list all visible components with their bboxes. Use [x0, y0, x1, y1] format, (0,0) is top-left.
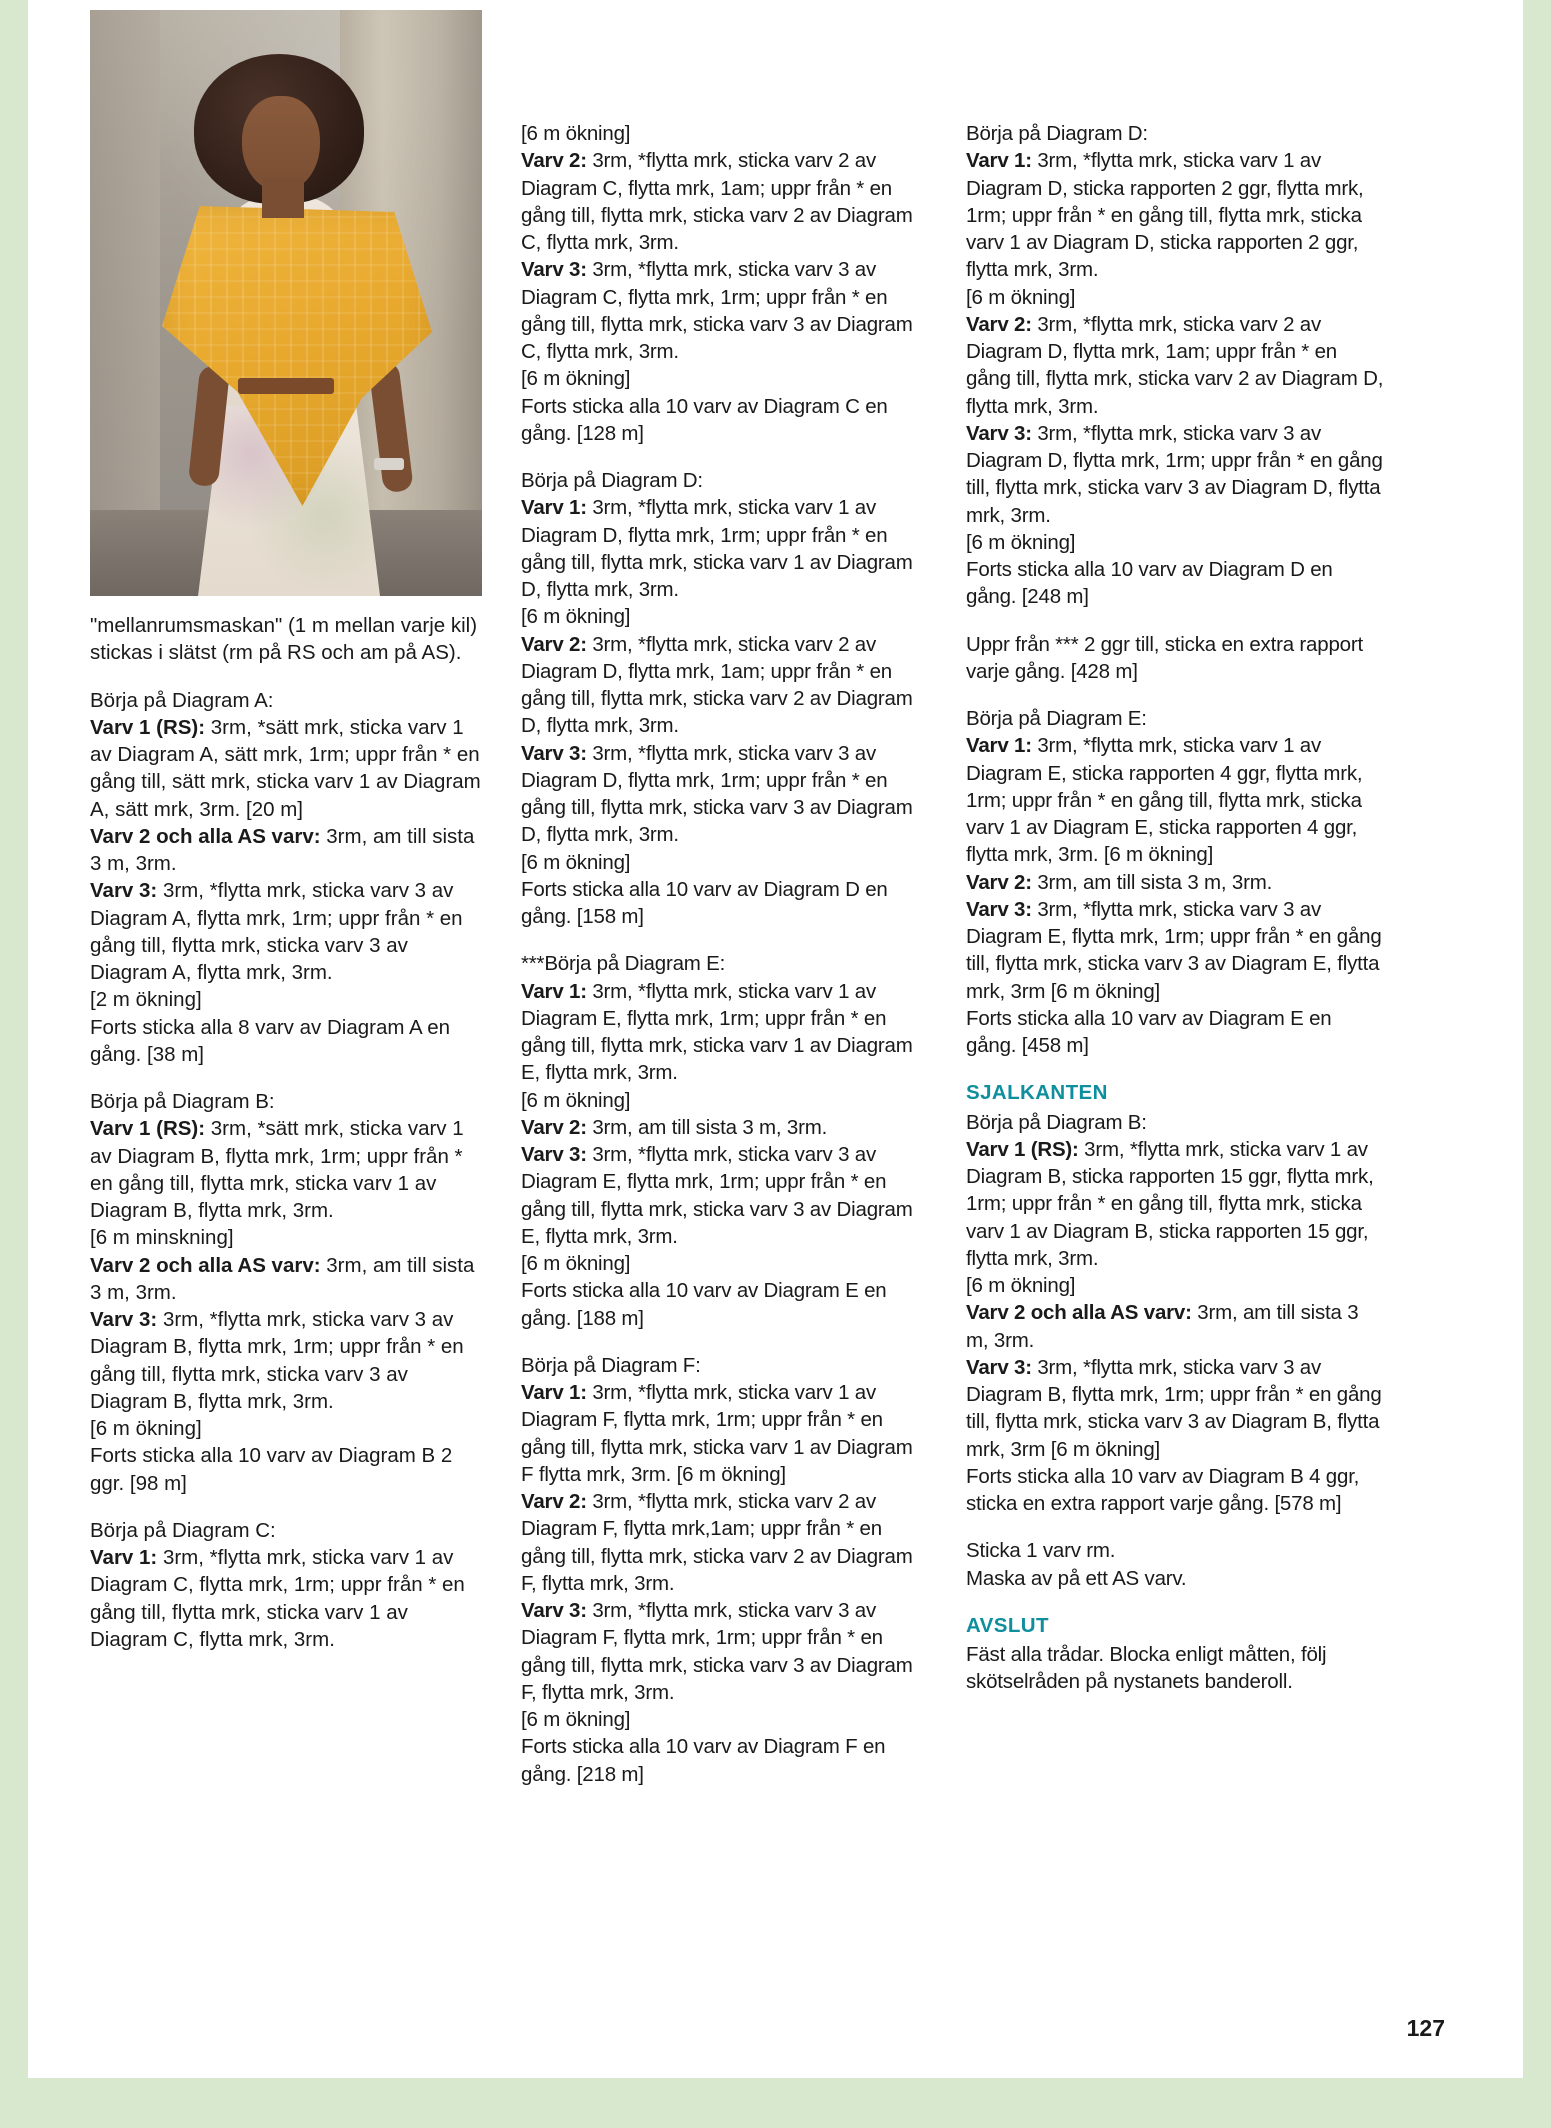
row-text: 3rm, *flytta mrk, sticka varv 2 av Diagram D, flytta mrk, 1am; uppr från * en gång till, flytta mrk, sticka varv 2 av Diagram D, flytta mrk, 3rm.: [521, 632, 913, 738]
row-text: 3rm, *flytta mrk, sticka varv 3 av Diagram C, flytta mrk, 1rm; uppr från * en gång till, flytta mrk, sticka varv 3 av Diagram C, flytta mrk, 3rm.: [521, 258, 913, 363]
row-text: 3rm, *flytta mrk, sticka varv 3 av Diagram B, flytta mrk, 1rm; uppr från * en gång till, flytta mrk, sticka varv 3 av Diagram B, flytta mrk, 3rm.: [90, 1308, 464, 1413]
instruction-line: [521, 876, 921, 931]
row-text: [6 m minskning]: [90, 1226, 234, 1250]
row-text: 3rm, am till sista 3 m, 3rm.: [966, 1301, 1359, 1352]
instruction-block: [521, 950, 921, 1332]
row-text: [6 m ökning]: [521, 850, 631, 874]
block-heading: Börja på Diagram C:: [90, 1518, 276, 1542]
block-heading: Börja på Diagram F:: [521, 1353, 701, 1377]
instruction-block: [966, 705, 1386, 1059]
row-text: 3rm, am till sista 3 m, 3rm.: [1031, 870, 1273, 894]
row-text: Sticka 1 varv rm.: [966, 1539, 1116, 1563]
row-text: 3rm, *flytta mrk, sticka varv 1 av Diagram D, sticka rapporten 2 ggr, flytta mrk, 1rm; uppr från * en gång till, flytta mrk, sticka varv 1 av Diagram D, sticka rapporten 2 ggr, flytta mrk, 3rm.: [966, 149, 1364, 282]
row-text: Forts sticka alla 10 varv av Diagram E en gång. [188 m]: [521, 1279, 887, 1330]
row-label: Varv 3:: [90, 1308, 158, 1331]
instruction-line: [966, 896, 1386, 1005]
row-text: 3rm, *flytta mrk, sticka varv 3 av Diagram D, flytta mrk, 1rm; uppr från * en gång till, flytta mrk, sticka varv 3 av Diagram D, flytta mrk, 3rm.: [966, 421, 1383, 527]
instruction-line: [521, 1379, 921, 1488]
instruction-line: [966, 1299, 1386, 1354]
instruction-line: [521, 740, 921, 849]
instruction-block: [90, 687, 485, 1069]
row-text: 3rm, *flytta mrk, sticka varv 3 av Diagram B, flytta mrk, 1rm; uppr från * en gång till, flytta mrk, sticka varv 3 av Diagram B, flytta mrk, 3rm [6 m ökning]: [966, 1355, 1382, 1461]
row-text: [6 m ökning]: [521, 122, 631, 145]
row-label: Varv 2:: [521, 1490, 587, 1513]
photo-neck: [262, 178, 304, 218]
row-text: 3rm, *flytta mrk, sticka varv 1 av Diagram E, flytta mrk, 1rm; uppr från * en gång till, flytta mrk, sticka varv 1 av Diagram E, flytta mrk, 3rm.: [521, 979, 913, 1085]
instruction-line: [966, 529, 1386, 556]
instruction-line: [521, 631, 921, 740]
row-text: 3rm, *flytta mrk, sticka varv 3 av Diagram F, flytta mrk, 1rm; uppr från * en gång till, flytta mrk, sticka varv 3 av Diagram F, flytta mrk, 3rm.: [521, 1599, 913, 1704]
row-text: 3rm, *flytta mrk, sticka varv 1 av Diagram E, sticka rapporten 4 ggr, flytta mrk, 1rm; uppr från * en gång till, flytta mrk, sticka varv 1 av Diagram E, sticka rapporten 4 ggr, flytta mrk, 3rm. [6 m ökning]: [966, 734, 1363, 867]
instruction-line: [966, 556, 1386, 611]
instruction-line: [521, 1087, 921, 1114]
instruction-line: [966, 1537, 1386, 1564]
row-label: Varv 1:: [90, 1546, 158, 1569]
block-heading: Börja på Diagram D:: [966, 122, 1148, 145]
right-column-instructions: [966, 120, 1386, 1696]
instruction-line: [90, 1115, 485, 1224]
instruction-line: [521, 849, 921, 876]
instruction-line: [521, 1597, 921, 1706]
instruction-block: [521, 120, 921, 447]
row-text: [6 m ökning]: [521, 1088, 631, 1112]
row-text: [6 m ökning]: [521, 1252, 631, 1275]
instruction-line: [521, 978, 921, 1087]
instruction-line: [521, 603, 921, 630]
row-text: 3rm, *sätt mrk, sticka varv 1 av Diagram B, flytta mrk, 1rm; uppr från * en gång till, flytta mrk, sticka varv 1 av Diagram B, flytta mrk, 3rm.: [90, 1117, 464, 1222]
instruction-block: [966, 120, 1386, 611]
row-text: 3rm, *flytta mrk, sticka varv 3 av Diagram E, flytta mrk, 1rm; uppr från * en gång till, flytta mrk, sticka varv 3 av Diagram E, flytta mrk, 3rm.: [521, 1143, 913, 1248]
row-label: Varv 1:: [966, 149, 1032, 173]
row-label: Varv 2:: [521, 632, 587, 656]
row-text: Forts sticka alla 10 varv av Diagram E en gång. [458 m]: [966, 1006, 1332, 1057]
block-heading: SJALKANTEN: [966, 1081, 1108, 1105]
row-label: Varv 3:: [966, 1355, 1032, 1379]
row-text: [6 m ökning]: [90, 1417, 202, 1440]
row-text: [6 m ökning]: [966, 285, 1076, 309]
instruction-block: [90, 1088, 485, 1497]
row-label: Varv 2 och alla AS varv:: [90, 1253, 321, 1277]
photo-belt: [238, 378, 334, 394]
row-text: Forts sticka alla 8 varv av Diagram A en gång. [38 m]: [90, 1015, 451, 1066]
instruction-line: [966, 284, 1386, 311]
block-heading: AVSLUT: [966, 1613, 1049, 1637]
block-subheading: Börja på Diagram B:: [966, 1110, 1147, 1134]
photo-wristwatch: [374, 458, 404, 470]
right-column: [966, 120, 1386, 1716]
row-text: [6 m ökning]: [966, 530, 1076, 554]
instruction-line: [966, 1136, 1386, 1272]
middle-column: [521, 120, 921, 1808]
row-text: 3rm, am till sista 3 m, 3rm.: [586, 1115, 828, 1139]
instruction-line: [521, 256, 921, 365]
row-label: Varv 3:: [521, 258, 587, 282]
instruction-line: [521, 120, 921, 147]
row-text: 3rm, *flytta mrk, sticka varv 2 av Diagram F, flytta mrk,1am; uppr från * en gång till, flytta mrk, sticka varv 2 av Diagram F, flytta mrk, 3rm.: [521, 1490, 913, 1595]
row-text: 3rm, *flytta mrk, sticka varv 3 av Diagram E, flytta mrk, 1rm; uppr från * en gång till, flytta mrk, sticka varv 3 av Diagram E, flytta mrk, 3rm [6 m ökning]: [966, 897, 1382, 1003]
row-text: Forts sticka alla 10 varv av Diagram D en gång. [248 m]: [966, 558, 1333, 609]
instruction-line: [521, 1141, 921, 1250]
instruction-line: [90, 1442, 485, 1497]
block-heading: Börja på Diagram D:: [521, 469, 703, 492]
instruction-block: [90, 1517, 485, 1653]
instruction-line: [521, 1733, 921, 1788]
row-label: Varv 1 (RS):: [90, 1117, 206, 1141]
row-text: 3rm, am till sista 3 m, 3rm.: [90, 824, 475, 875]
instruction-line: [521, 1250, 921, 1277]
instruction-block: [966, 1537, 1386, 1592]
page-sheet: [28, 0, 1523, 2078]
row-label: Varv 2 och alla AS varv:: [966, 1301, 1192, 1325]
row-label: Varv 2:: [966, 870, 1032, 894]
block-heading: Börja på Diagram E:: [966, 707, 1147, 730]
instruction-line: [966, 1354, 1386, 1463]
instruction-line: [966, 732, 1386, 868]
row-text: Fäst alla trådar. Blocka enligt måtten, följ skötselråden på nystanets banderoll.: [966, 1643, 1327, 1694]
block-heading: Börja på Diagram A:: [90, 688, 274, 712]
row-text: [2 m ökning]: [90, 988, 202, 1012]
instruction-line: [90, 1415, 485, 1442]
instruction-line: [966, 1005, 1386, 1060]
instruction-line: [966, 420, 1386, 529]
instruction-line: [90, 1252, 485, 1307]
row-text: 3rm, *flytta mrk, sticka varv 1 av Diagram B, sticka rapporten 15 ggr, flytta mrk, 1rm; uppr från * en gång till, flytta mrk, sticka varv 1 av Diagram B, sticka rapporten 15 ggr, flytta mrk, 3rm.: [966, 1137, 1374, 1270]
row-label: Varv 1 (RS):: [90, 715, 206, 739]
instruction-line: [966, 1272, 1386, 1299]
instruction-line: [90, 714, 485, 823]
instruction-line: [521, 147, 921, 256]
row-label: Varv 2:: [966, 312, 1032, 336]
instruction-block: [521, 1352, 921, 1788]
instruction-line: [521, 1706, 921, 1733]
block-heading: Börja på Diagram B:: [90, 1090, 275, 1113]
instruction-line: [966, 1463, 1386, 1518]
instruction-line: [90, 1224, 485, 1251]
row-text: 3rm, *flytta mrk, sticka varv 2 av Diagram C, flytta mrk, 1am; uppr från * en gång till, flytta mrk, sticka varv 2 av Diagram C, flytta mrk, 3rm.: [521, 149, 913, 254]
row-text: Forts sticka alla 10 varv av Diagram D en gång. [158 m]: [521, 877, 888, 928]
instruction-line: [521, 365, 921, 392]
photo-caption: [90, 612, 485, 1673]
row-text: Forts sticka alla 10 varv av Diagram B 4 ggr, sticka en extra rapport varje gång. [578 m]: [966, 1464, 1360, 1515]
instruction-line: [966, 1641, 1386, 1696]
photo-wall-left: [90, 10, 160, 596]
row-text: [6 m ökning]: [521, 605, 631, 629]
row-text: 3rm, *sätt mrk, sticka varv 1 av Diagram A, sätt mrk, 1rm; uppr från * en gång till, sätt mrk, sticka varv 1 av Diagram A, sätt mrk, 3rm. [20 m]: [90, 715, 481, 821]
instruction-line: [90, 986, 485, 1013]
row-label: Varv 1:: [966, 734, 1032, 758]
caption-text: "mellanrumsmaskan" (1 m mellan varje kil) stickas i slätst (rm på RS och am på AS).: [90, 614, 478, 665]
instruction-block: [521, 467, 921, 930]
instruction-line: [521, 1114, 921, 1141]
row-label: Varv 3:: [966, 421, 1032, 445]
instruction-line: [521, 1277, 921, 1332]
block-heading: ***Börja på Diagram E:: [521, 952, 726, 976]
instruction-line: [966, 869, 1386, 896]
row-text: 3rm, *flytta mrk, sticka varv 3 av Diagram D, flytta mrk, 1rm; uppr från * en gång till, flytta mrk, sticka varv 3 av Diagram D, flytta mrk, 3rm.: [521, 741, 913, 847]
page-number: 127: [1406, 2015, 1445, 2041]
row-text: Maska av på ett AS varv.: [966, 1566, 1187, 1590]
row-text: Forts sticka alla 10 varv av Diagram C en gång. [128 m]: [521, 394, 888, 445]
instruction-line: [90, 1544, 485, 1653]
instruction-line: [966, 147, 1386, 283]
page-content: [28, 0, 1523, 2078]
row-label: Varv 3:: [521, 1599, 587, 1622]
instruction-line: [966, 1565, 1386, 1592]
instruction-block: [966, 1612, 1386, 1696]
row-label: Varv 3:: [90, 879, 158, 903]
instruction-line: [90, 1014, 485, 1069]
row-label: Varv 1:: [521, 496, 587, 520]
row-text: [6 m ökning]: [521, 1708, 631, 1731]
instruction-line: [521, 1488, 921, 1597]
row-label: Varv 2 och alla AS varv:: [90, 824, 321, 848]
instruction-line: [966, 311, 1386, 420]
row-text: [6 m ökning]: [521, 367, 631, 391]
row-label: Varv 2:: [521, 1115, 587, 1139]
instruction-block: [966, 631, 1386, 686]
row-text: 3rm, *flytta mrk, sticka varv 1 av Diagram C, flytta mrk, 1rm; uppr från * en gång till, flytta mrk, sticka varv 1 av Diagram C, flytta mrk, 3rm.: [90, 1546, 465, 1651]
row-label: Varv 3:: [966, 897, 1032, 921]
model-photo: [90, 10, 482, 596]
row-text: 3rm, *flytta mrk, sticka varv 3 av Diagram A, flytta mrk, 1rm; uppr från * en gång till, flytta mrk, sticka varv 3 av Diagram A, flytta mrk, 3rm.: [90, 879, 463, 984]
row-text: 3rm, *flytta mrk, sticka varv 1 av Diagram D, flytta mrk, 1rm; uppr från * en gång till, flytta mrk, sticka varv 1 av Diagram D, flytta mrk, 3rm.: [521, 496, 913, 601]
row-label: Varv 3:: [521, 741, 587, 765]
row-label: Varv 2:: [521, 149, 587, 173]
photo-image: [90, 10, 482, 596]
row-label: Varv 1:: [521, 1381, 587, 1404]
row-text: 3rm, am till sista 3 m, 3rm.: [90, 1253, 475, 1304]
row-label: Varv 1 (RS):: [966, 1137, 1079, 1161]
row-text: Forts sticka alla 10 varv av Diagram B 2 ggr. [98 m]: [90, 1444, 453, 1495]
row-text: 3rm, *flytta mrk, sticka varv 1 av Diagram F, flytta mrk, 1rm; uppr från * en gång till, flytta mrk, sticka varv 1 av Diagram F flytta mrk, 3rm. [6 m ökning]: [521, 1381, 913, 1486]
row-label: Varv 3:: [521, 1143, 587, 1166]
row-label: Varv 1:: [521, 979, 587, 1003]
middle-column-instructions: [521, 120, 921, 1788]
row-text: [6 m ökning]: [966, 1274, 1076, 1297]
row-text: Uppr från *** 2 ggr till, sticka en extra rapport varje gång. [428 m]: [966, 632, 1363, 683]
instruction-line: [521, 393, 921, 448]
row-text: Forts sticka alla 10 varv av Diagram F en gång. [218 m]: [521, 1735, 886, 1786]
instruction-line: [521, 494, 921, 603]
instruction-line: [90, 1306, 485, 1415]
instruction-line: [966, 631, 1386, 686]
row-text: 3rm, *flytta mrk, sticka varv 2 av Diagram D, flytta mrk, 1am; uppr från * en gång till, flytta mrk, sticka varv 2 av Diagram D, flytta mrk, 3rm.: [966, 312, 1384, 418]
instruction-line: [90, 877, 485, 986]
left-column-instructions: [90, 687, 485, 1654]
instruction-line: [90, 823, 485, 878]
instruction-block: [966, 1079, 1386, 1517]
